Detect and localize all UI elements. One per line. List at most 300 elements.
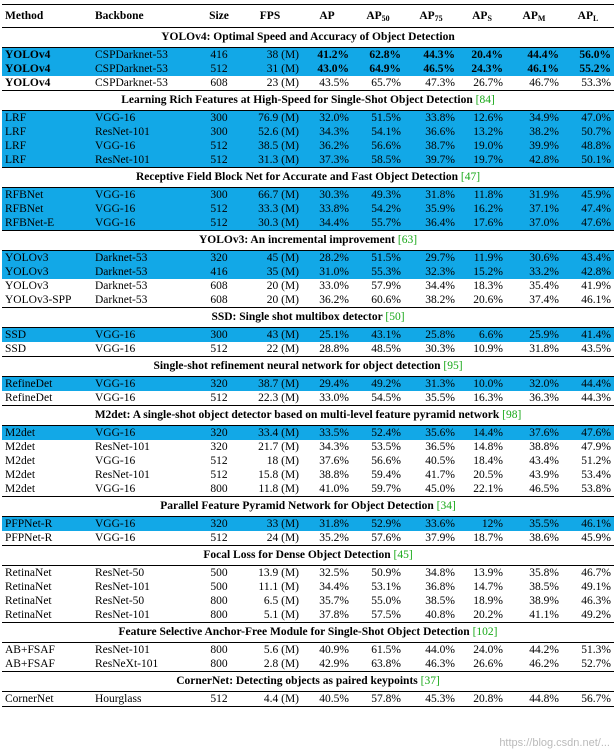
cell-ap75: 45.0% <box>425 483 455 495</box>
section-title: YOLOv3: An incremental improvement <box>198 234 395 246</box>
cell-aps: 26.6% <box>473 658 503 670</box>
cell-ap50: 60.6% <box>371 294 401 306</box>
cell-method: LRF <box>2 111 92 126</box>
cell-apm: 44.2% <box>529 644 559 656</box>
column-header-label: AP <box>577 10 593 22</box>
cell-size: 512 <box>200 692 238 707</box>
cell-ap75: 37.9% <box>425 532 455 544</box>
cell-backbone: CSPDarknet-53 <box>92 62 200 76</box>
cell-fps: 35 (M) <box>238 265 302 279</box>
section-title-cell <box>2 357 614 377</box>
watermark: https://blog.csdn.net/... <box>499 737 610 749</box>
section-reference-link[interactable]: [98] <box>502 409 522 421</box>
cell-apl: 45.9% <box>581 532 611 544</box>
cell-apl: 53.4% <box>581 469 611 481</box>
cell-fps: 38 (M) <box>238 48 302 63</box>
section-title: Single-shot refinement neural network for object detection <box>153 360 441 372</box>
cell-fps: 11.8 (M) <box>258 483 299 495</box>
cell-aps: 18.4% <box>473 455 503 467</box>
cell-apm: 25.9% <box>506 328 562 343</box>
cell-ap75: 32.3% <box>404 265 458 279</box>
cell-backbone: ResNet-101 <box>95 644 150 656</box>
cell-method: YOLOv4 <box>2 48 92 63</box>
cell-ap75: 36.5% <box>425 441 455 453</box>
cell-ap: 35.7% <box>319 595 349 607</box>
section-title: M2det: A single-shot object detector based on multi-level feature pyramid network <box>94 409 500 421</box>
column-header-label: AP <box>472 10 488 22</box>
cell-backbone: VGG-16 <box>95 343 136 355</box>
cell-size: 320 <box>200 377 238 392</box>
cell-backbone: VGG-16 <box>95 483 136 495</box>
cell-apl: 56.7% <box>562 692 614 707</box>
cell-ap50: 51.5% <box>352 251 404 266</box>
cell-ap75: 44.3% <box>404 48 458 63</box>
cell-ap75: 39.7% <box>404 153 458 168</box>
cell-size: 300 <box>200 328 238 343</box>
cell-ap50: 57.5% <box>371 609 401 621</box>
cell-ap50: 65.7% <box>371 77 401 89</box>
cell-fps: 76.9 (M) <box>238 111 302 126</box>
table-row <box>2 608 614 623</box>
cell-ap75: 46.5% <box>404 62 458 76</box>
table-row <box>2 566 614 581</box>
cell-method: YOLOv3 <box>2 251 92 266</box>
cell-ap75: 33.8% <box>404 111 458 126</box>
cell-ap: 35.2% <box>319 532 349 544</box>
cell-method: LRF <box>2 139 92 153</box>
cell-size: 608 <box>210 280 228 292</box>
table-row <box>2 594 614 608</box>
cell-ap75: 38.7% <box>404 139 458 153</box>
cell-apl: 47.9% <box>581 441 611 453</box>
cell-aps: 14.4% <box>458 426 506 441</box>
cell-apl: 50.7% <box>562 125 614 139</box>
section-reference-link[interactable]: [37] <box>420 675 440 687</box>
cell-apl: 46.7% <box>581 567 611 579</box>
cell-size: 320 <box>200 517 238 532</box>
cell-ap75: 45.3% <box>404 692 458 707</box>
section-title-cell <box>2 546 614 566</box>
cell-backbone: VGG-16 <box>92 517 200 532</box>
section-title-cell <box>2 231 614 251</box>
table-row <box>2 377 614 392</box>
cell-size: 800 <box>210 483 228 495</box>
cell-backbone: VGG-16 <box>92 328 200 343</box>
table-row <box>2 76 614 91</box>
cell-ap50: 48.5% <box>371 343 401 355</box>
column-header-apm <box>506 5 562 28</box>
cell-size: 608 <box>210 77 228 89</box>
cell-ap50: 55.3% <box>352 265 404 279</box>
cell-method: M2det <box>5 455 36 467</box>
table-row <box>2 580 614 594</box>
cell-ap50: 61.5% <box>371 644 401 656</box>
cell-ap: 25.1% <box>302 328 352 343</box>
section-header <box>2 546 614 566</box>
cell-ap: 43.5% <box>319 77 349 89</box>
table-row <box>2 279 614 293</box>
cell-backbone: ResNet-101 <box>95 609 150 621</box>
cell-ap: 31.8% <box>302 517 352 532</box>
cell-fps: 13.9 (M) <box>258 567 299 579</box>
cell-aps: 20.2% <box>473 609 503 621</box>
cell-size: 416 <box>200 265 238 279</box>
cell-apl: 52.7% <box>581 658 611 670</box>
column-header-label: FPS <box>259 10 281 22</box>
cell-backbone: VGG-16 <box>95 392 136 404</box>
cell-apl: 46.3% <box>581 595 611 607</box>
cell-apl: 41.9% <box>581 280 611 292</box>
cell-ap50: 53.1% <box>371 581 401 593</box>
section-header <box>2 623 614 643</box>
cell-apl: 55.2% <box>562 62 614 76</box>
cell-ap50: 50.9% <box>371 567 401 579</box>
cell-ap75: 33.6% <box>404 517 458 532</box>
cell-method: M2det <box>2 426 92 441</box>
cell-method: YOLOv4 <box>2 62 92 76</box>
column-header-size <box>200 5 238 28</box>
cell-apm: 36.3% <box>529 392 559 404</box>
cell-apm: 34.9% <box>506 111 562 126</box>
cell-fps: 30.3 (M) <box>238 216 302 231</box>
cell-apm: 35.8% <box>529 567 559 579</box>
section-title: Learning Rich Features at High-Speed for Single-Shot Object Detection <box>121 94 473 106</box>
cell-apl: 47.6% <box>562 216 614 231</box>
cell-apm: 46.2% <box>529 658 559 670</box>
cell-ap50: 49.3% <box>352 188 404 203</box>
cell-ap75: 47.3% <box>425 77 455 89</box>
cell-ap50: 53.5% <box>371 441 401 453</box>
cell-apl: 46.1% <box>581 294 611 306</box>
cell-fps: 31 (M) <box>238 62 302 76</box>
section-title-cell <box>2 91 614 111</box>
cell-ap: 32.5% <box>319 567 349 579</box>
cell-size: 512 <box>200 216 238 231</box>
section-header <box>2 497 614 517</box>
cell-apm: 38.8% <box>529 441 559 453</box>
cell-backbone: ResNet-101 <box>92 153 200 168</box>
cell-method: M2det <box>5 483 36 495</box>
column-header-apl <box>562 5 614 28</box>
cell-method: YOLOv3 <box>2 265 92 279</box>
cell-method: PFPNet-R <box>5 532 53 544</box>
cell-ap: 30.3% <box>302 188 352 203</box>
cell-size: 300 <box>200 188 238 203</box>
table-row <box>2 62 614 76</box>
column-header-label: AP <box>522 10 538 22</box>
cell-fps: 24 (M) <box>266 532 299 544</box>
cell-ap75: 40.8% <box>425 609 455 621</box>
cell-ap: 34.3% <box>319 441 349 453</box>
cell-apm: 33.2% <box>506 265 562 279</box>
cell-ap: 41.0% <box>319 483 349 495</box>
cell-ap75: 38.2% <box>425 294 455 306</box>
cell-fps: 20 (M) <box>266 280 299 292</box>
cell-size: 800 <box>210 595 228 607</box>
table-header <box>2 5 614 28</box>
cell-fps: 66.7 (M) <box>238 188 302 203</box>
cell-ap: 34.4% <box>319 581 349 593</box>
table-row <box>2 482 614 497</box>
cell-ap75: 35.6% <box>404 426 458 441</box>
cell-ap50: 58.5% <box>352 153 404 168</box>
cell-size: 512 <box>210 455 228 467</box>
section-reference-link[interactable]: [50] <box>385 311 405 323</box>
cell-aps: 11.8% <box>458 188 506 203</box>
section-header <box>2 168 614 188</box>
cell-apl: 50.1% <box>562 153 614 168</box>
cell-aps: 14.7% <box>473 581 503 593</box>
cell-aps: 20.4% <box>458 48 506 63</box>
cell-ap75: 44.0% <box>425 644 455 656</box>
cell-ap50: 56.6% <box>371 455 401 467</box>
section-reference-link[interactable]: [34] <box>436 500 456 512</box>
column-header-ap <box>302 5 352 28</box>
section-reference-link[interactable]: [102] <box>472 626 498 638</box>
cell-fps: 20 (M) <box>266 294 299 306</box>
cell-fps: 21.7 (M) <box>258 441 299 453</box>
cell-size: 512 <box>210 532 228 544</box>
cell-apl: 49.2% <box>581 609 611 621</box>
table-row <box>2 454 614 468</box>
cell-method: M2det <box>5 469 36 481</box>
cell-aps: 6.6% <box>458 328 506 343</box>
cell-aps: 20.5% <box>473 469 503 481</box>
cell-size: 300 <box>200 125 238 139</box>
column-header-label: AP <box>319 10 335 22</box>
column-header-fps <box>238 5 302 28</box>
cell-ap75: 31.8% <box>404 188 458 203</box>
cell-fps: 23 (M) <box>266 77 299 89</box>
cell-ap: 34.4% <box>302 216 352 231</box>
cell-apm: 38.2% <box>506 125 562 139</box>
cell-apm: 44.8% <box>506 692 562 707</box>
cell-apl: 44.3% <box>581 392 611 404</box>
cell-size: 500 <box>210 567 228 579</box>
cell-method: RFBNet <box>2 202 92 216</box>
cell-ap75: 36.4% <box>404 216 458 231</box>
cell-size: 320 <box>210 441 228 453</box>
cell-ap75: 25.8% <box>404 328 458 343</box>
cell-apm: 35.4% <box>529 280 559 292</box>
cell-apl: 43.4% <box>562 251 614 266</box>
cell-size: 512 <box>200 139 238 153</box>
cell-ap: 41.2% <box>302 48 352 63</box>
table-row <box>2 440 614 454</box>
cell-fps: 11.1 (M) <box>258 581 299 593</box>
cell-size: 320 <box>200 426 238 441</box>
cell-ap50: 59.7% <box>371 483 401 495</box>
cell-ap: 42.9% <box>319 658 349 670</box>
cell-apl: 47.6% <box>562 426 614 441</box>
section-reference-link[interactable]: [45] <box>393 549 413 561</box>
cell-ap50: 43.1% <box>352 328 404 343</box>
section-header <box>2 91 614 111</box>
cell-aps: 26.7% <box>473 77 503 89</box>
cell-aps: 20.6% <box>473 294 503 306</box>
cell-apm: 42.8% <box>506 153 562 168</box>
cell-apl: 42.8% <box>562 265 614 279</box>
cell-ap50: 51.5% <box>352 111 404 126</box>
section-header <box>2 308 614 328</box>
cell-ap: 28.8% <box>319 343 349 355</box>
cell-ap: 28.2% <box>302 251 352 266</box>
cell-apm: 38.9% <box>529 595 559 607</box>
cell-aps: 20.8% <box>458 692 506 707</box>
section-reference-link[interactable]: [47] <box>460 171 481 183</box>
cell-fps: 18 (M) <box>266 455 299 467</box>
cell-backbone: CSPDarknet-53 <box>95 77 168 89</box>
section-title: Focal Loss for Dense Object Detection <box>203 549 391 561</box>
cell-ap75: 34.8% <box>425 567 455 579</box>
section-title-cell <box>2 308 614 328</box>
cell-fps: 6.5 (M) <box>263 595 299 607</box>
cell-ap: 37.3% <box>302 153 352 168</box>
cell-backbone: Darknet-53 <box>95 280 148 292</box>
cell-ap: 33.5% <box>302 426 352 441</box>
cell-method: AB+FSAF <box>5 658 55 670</box>
cell-ap75: 36.8% <box>425 581 455 593</box>
cell-method: RetinaNet <box>5 581 52 593</box>
cell-backbone: ResNet-101 <box>95 581 150 593</box>
section-title: SSD: Single shot multibox detector <box>211 311 383 323</box>
cell-ap75: 40.5% <box>425 455 455 467</box>
cell-fps: 5.1 (M) <box>263 609 299 621</box>
cell-apl: 47.0% <box>562 111 614 126</box>
results-table <box>2 4 614 707</box>
cell-size: 512 <box>210 343 228 355</box>
cell-backbone: ResNet-101 <box>92 125 200 139</box>
cell-ap: 40.5% <box>302 692 352 707</box>
cell-backbone: VGG-16 <box>92 216 200 231</box>
cell-backbone: ResNet-101 <box>95 469 150 481</box>
cell-ap75: 35.9% <box>404 202 458 216</box>
cell-ap50: 63.8% <box>371 658 401 670</box>
cell-aps: 18.9% <box>473 595 503 607</box>
cell-size: 320 <box>200 251 238 266</box>
table-row <box>2 468 614 482</box>
column-header-label: Method <box>5 10 44 22</box>
cell-ap75: 38.5% <box>425 595 455 607</box>
cell-ap: 37.8% <box>319 609 349 621</box>
column-header-subscript: M <box>537 14 546 23</box>
cell-method: CornerNet <box>2 692 92 707</box>
cell-apl: 45.9% <box>562 188 614 203</box>
cell-backbone: VGG-16 <box>95 532 136 544</box>
table-row <box>2 188 614 203</box>
cell-method: SSD <box>5 343 27 355</box>
table-row <box>2 517 614 532</box>
table-row <box>2 139 614 153</box>
column-header-label: AP <box>419 10 435 22</box>
cell-apl: 48.8% <box>562 139 614 153</box>
cell-size: 800 <box>210 658 228 670</box>
cell-apm: 37.6% <box>506 426 562 441</box>
cell-aps: 16.2% <box>458 202 506 216</box>
cell-apm: 31.8% <box>529 343 559 355</box>
cell-apl: 53.8% <box>581 483 611 495</box>
cell-ap: 33.0% <box>319 392 349 404</box>
column-header-subscript: 50 <box>381 14 390 23</box>
cell-backbone: VGG-16 <box>92 111 200 126</box>
cell-method: LRF <box>2 125 92 139</box>
cell-ap: 34.3% <box>302 125 352 139</box>
cell-backbone: VGG-16 <box>92 139 200 153</box>
cell-size: 500 <box>210 581 228 593</box>
cell-aps: 16.3% <box>473 392 503 404</box>
table-row <box>2 251 614 266</box>
cell-ap75: 29.7% <box>404 251 458 266</box>
table-body <box>2 28 614 707</box>
cell-backbone: ResNet-50 <box>95 567 145 579</box>
cell-ap50: 54.5% <box>371 392 401 404</box>
section-title-cell <box>2 406 614 426</box>
table-row <box>2 48 614 63</box>
cell-method: YOLOv3-SPP <box>5 294 72 306</box>
header-row <box>2 5 614 28</box>
cell-fps: 33 (M) <box>238 517 302 532</box>
cell-ap50: 62.8% <box>352 48 404 63</box>
section-title: Feature Selective Anchor-Free Module for Single-Shot Object Detection <box>118 626 470 638</box>
cell-ap: 37.6% <box>319 455 349 467</box>
cell-ap75: 41.7% <box>425 469 455 481</box>
table-row <box>2 328 614 343</box>
cell-backbone: ResNet-50 <box>95 595 145 607</box>
cell-method: PFPNet-R <box>2 517 92 532</box>
cell-fps: 15.8 (M) <box>258 469 299 481</box>
section-reference-link[interactable]: [63] <box>397 234 418 246</box>
cell-apm: 39.9% <box>506 139 562 153</box>
cell-method: RetinaNet <box>5 609 52 621</box>
cell-apm: 35.5% <box>506 517 562 532</box>
cell-fps: 43 (M) <box>238 328 302 343</box>
cell-apl: 44.4% <box>562 377 614 392</box>
cell-apm: 46.7% <box>529 77 559 89</box>
cell-ap75: 35.5% <box>425 392 455 404</box>
cell-aps: 13.9% <box>473 567 503 579</box>
cell-fps: 31.3 (M) <box>238 153 302 168</box>
column-header-label: Backbone <box>95 10 144 22</box>
cell-backbone: Hourglass <box>92 692 200 707</box>
column-header-label: Size <box>209 10 229 22</box>
cell-apm: 43.4% <box>529 455 559 467</box>
cell-size: 512 <box>200 153 238 168</box>
table-row <box>2 657 614 672</box>
cell-fps: 22.3 (M) <box>258 392 299 404</box>
table-row <box>2 111 614 126</box>
section-header <box>2 672 614 692</box>
cell-ap: 32.0% <box>302 111 352 126</box>
cell-method: RFBNet <box>2 188 92 203</box>
cell-backbone: ResNeXt-101 <box>95 658 159 670</box>
cell-ap50: 55.7% <box>352 216 404 231</box>
table-row <box>2 125 614 139</box>
column-header-subscript: L <box>593 14 599 23</box>
cell-fps: 33.4 (M) <box>238 426 302 441</box>
section-reference-link[interactable]: [95] <box>443 360 463 372</box>
cell-aps: 10.9% <box>473 343 503 355</box>
table-row <box>2 216 614 231</box>
section-header <box>2 406 614 426</box>
cell-ap50: 56.6% <box>352 139 404 153</box>
table-row <box>2 342 614 357</box>
cell-aps: 22.1% <box>473 483 503 495</box>
cell-ap50: 52.9% <box>352 517 404 532</box>
section-reference-link[interactable]: [84] <box>475 94 495 106</box>
cell-ap50: 49.2% <box>352 377 404 392</box>
cell-ap: 29.4% <box>302 377 352 392</box>
cell-size: 300 <box>200 111 238 126</box>
